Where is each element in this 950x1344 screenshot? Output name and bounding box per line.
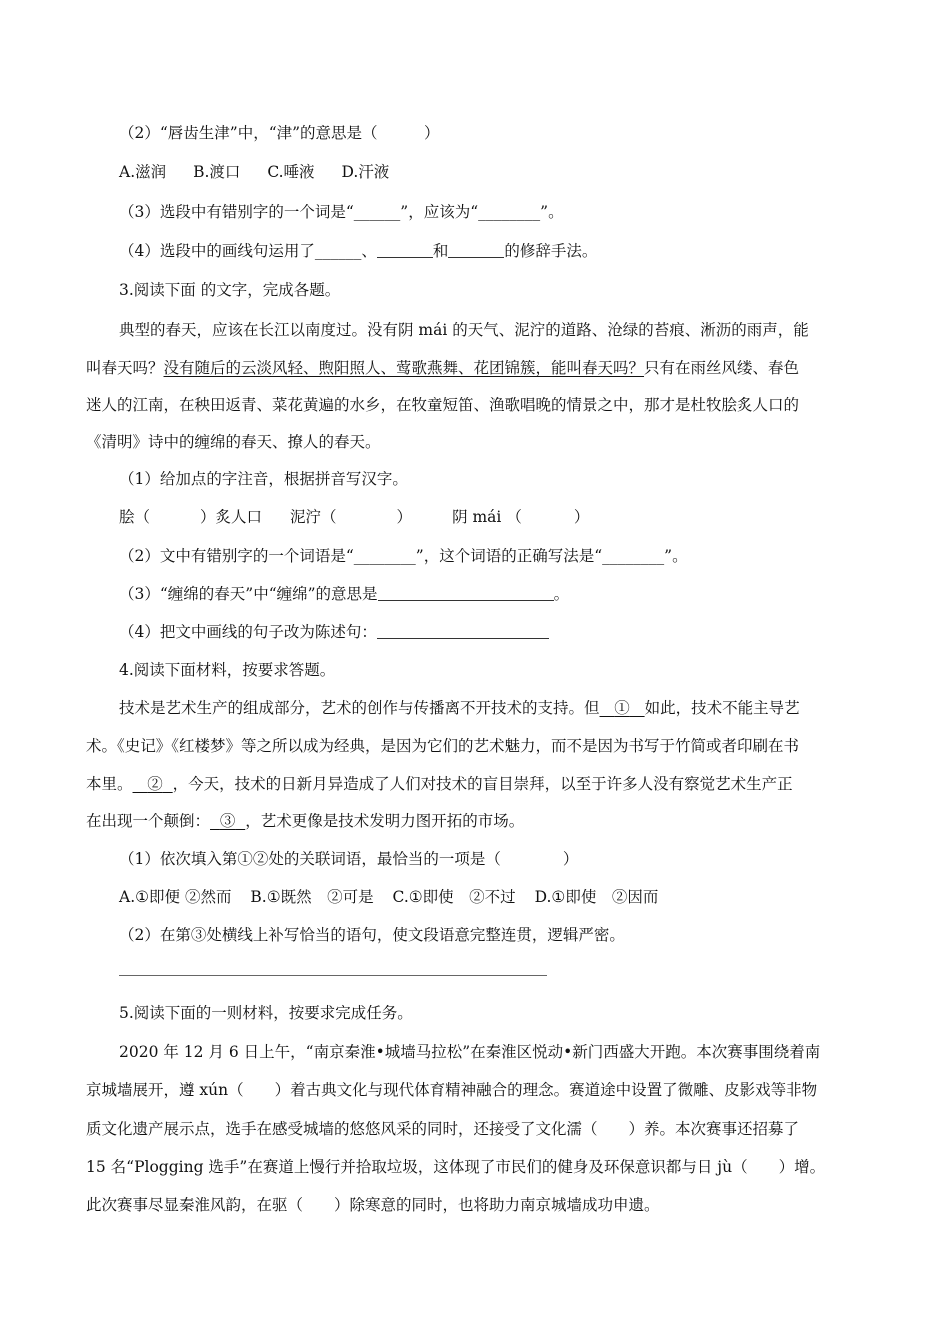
q3-pinyin-items: 脍（ ）炙人口 泥泞（ ） 阴 mái （ ） — [119, 508, 590, 526]
option-d[interactable]: D.汗液 — [341, 163, 390, 181]
q2-sub2: （2）“唇齿生津”中，“津”的意思是（ ） — [119, 124, 440, 142]
answer-blank[interactable]: ________ — [353, 547, 416, 565]
option-a[interactable]: A.①即便 ②然而 — [119, 888, 232, 906]
answer-blank[interactable]: ______ — [353, 203, 401, 221]
option-d[interactable]: D.①即使 ②因而 — [534, 888, 659, 906]
answer-blank[interactable]: ________ — [602, 547, 665, 565]
paragraph-line: 在出现一个颠倒： ③ ，艺术更像是技术发明力图开拓的市场。 — [86, 812, 525, 830]
q3-sub1: （1）给加点的字注音，根据拼音写汉字。 — [119, 470, 408, 488]
q4-options — [119, 885, 658, 907]
answer-blank[interactable] — [377, 242, 433, 259]
paragraph-line: 15 名“Plogging 选手”在赛道上慢行并拾取垃圾，这体现了市民们的健身及环保意识都与日 jù（ ）增。 — [86, 1158, 826, 1176]
paragraph-line: 2020 年 12 月 6 日上午，“南京秦淮•城墙马拉松”在秦淮区悦动•新门西盛大开跑。本次赛事围绕着南 — [119, 1043, 821, 1061]
blank-3[interactable]: ③ — [219, 812, 236, 830]
option-a[interactable]: A.滋润 — [119, 163, 167, 181]
option-b[interactable]: B.①既然 ②可是 — [250, 888, 374, 906]
q3-sub4: （4）把文中画线的句子改为陈述句： — [119, 620, 549, 642]
q4-heading: 4.阅读下面材料，按要求答题。 — [119, 661, 336, 679]
paragraph-line: 《清明》诗中的缠绵的春天、撩人的春天。 — [86, 433, 381, 451]
q5-heading: 5.阅读下面的一则材料，按要求完成任务。 — [119, 1004, 413, 1022]
option-c[interactable]: C.唾液 — [267, 163, 315, 181]
blank-1[interactable]: ① — [614, 699, 630, 717]
paragraph-line: 叫春天吗？没有随后的云淡风轻、煦阳照人、莺歌燕舞、花团锦簇，能叫春天吗？只有在雨丝风缕、春色 — [86, 359, 800, 377]
q2-options — [119, 160, 389, 182]
option-b[interactable]: B.渡口 — [193, 163, 241, 181]
paragraph-line: 此次赛事尽显秦淮风韵，在驱（ ）除寒意的同时，也将助力南京城墙成功申遗。 — [86, 1196, 660, 1214]
paragraph-line: 技术是艺术生产的组成部分，艺术的创作与传播离不开技术的支持。但 ① 如此，技术不能主导艺 — [119, 699, 800, 717]
answer-blank[interactable]: ______ — [314, 242, 362, 260]
q3-sub2: （2）文中有错别字的一个词语是“________”，这个词语的正确写法是“________”。 — [119, 547, 688, 565]
answer-blank[interactable]: ________ — [478, 203, 541, 221]
q3-heading: 3.阅读下面 的文字，完成各题。 — [119, 281, 341, 299]
answer-blank[interactable] — [378, 585, 554, 602]
answer-line[interactable] — [119, 975, 547, 976]
option-c[interactable]: C.①即使 ②不过 — [392, 888, 516, 906]
q2-sub4: （4）选段中的画线句运用了______、 和 的修辞手法。 — [119, 242, 598, 260]
q4-sub1: （1）依次填入第①②处的关联词语，最恰当的一项是（ ） — [119, 850, 579, 868]
answer-blank[interactable] — [448, 242, 504, 259]
paragraph-line: 术。《史记》《红楼梦》等之所以成为经典，是因为它们的艺术魅力，而不是因为书写于竹简或者印刷在书 — [86, 737, 800, 755]
paragraph-line: 典型的春天，应该在长江以南度过。没有阴 mái 的天气、泥泞的道路、沧绿的苔痕、淅沥的雨声，能 — [119, 321, 809, 339]
q2-sub3: （3）选段中有错别字的一个词是“______”，应该为“________”。 — [119, 203, 564, 221]
paragraph-line: 迷人的江南，在秧田返青、菜花黄遍的水乡，在牧童短笛、渔歌唱晚的情景之中，那才是杜牧脍炙人口的 — [86, 396, 800, 414]
paragraph-line: 质文化遗产展示点，选手在感受城墙的悠悠风采的同时，还接受了文化濡（ ）养。本次赛事还招募了 — [86, 1120, 800, 1138]
q4-sub2: （2）在第③处横线上补写恰当的语句，使文段语意完整连贯，逻辑严密。 — [119, 926, 625, 944]
q3-sub3: （3）“缠绵的春天”中“缠绵”的意思是 。 — [119, 585, 570, 603]
blank-2[interactable]: ② — [147, 775, 163, 793]
answer-blank[interactable] — [377, 623, 549, 640]
paragraph-line: 本里。 ② ，今天，技术的日新月异造成了人们对技术的盲目崇拜，以至于许多人没有察觉艺术生产正 — [86, 775, 793, 793]
underlined-sentence: 没有随后的云淡风轻、煦阳照人、莺歌燕舞、花团锦簇，能叫春天吗？ — [163, 359, 645, 377]
paragraph-line: 京城墙展开，遵 xún（ ）着古典文化与现代体育精神融合的理念。赛道途中设置了微雕、皮影戏等非物 — [86, 1081, 818, 1099]
